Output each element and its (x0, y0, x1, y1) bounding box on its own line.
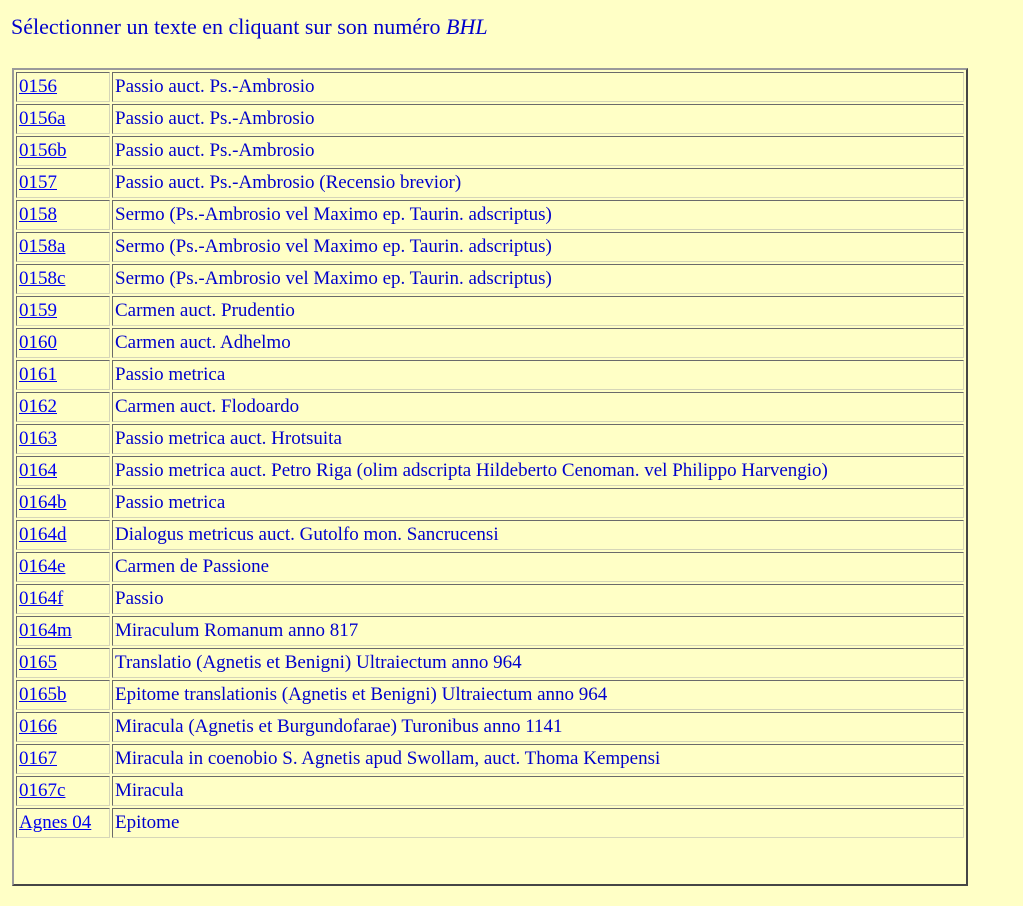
text-description-cell: Passio metrica (112, 488, 964, 518)
heading-emphasis: BHL (446, 14, 488, 39)
table-row (16, 552, 964, 582)
text-description-cell: Passio metrica (112, 360, 964, 390)
text-description-cell: Passio auct. Ps.-Ambrosio (112, 72, 964, 102)
text-description-cell: Dialogus metricus auct. Gutolfo mon. Sancrucensi (112, 520, 964, 550)
bhl-number-link[interactable]: 0158c (19, 268, 66, 289)
table-row (16, 680, 964, 710)
bhl-number-link[interactable]: 0163 (19, 428, 57, 449)
bhl-number-link[interactable]: 0165b (19, 684, 67, 705)
table-row (16, 488, 964, 518)
bhl-number-link[interactable]: 0158 (19, 204, 57, 225)
bhl-table-body (16, 72, 964, 838)
bhl-number-link[interactable]: Agnes 04 (19, 812, 92, 833)
table-row (16, 296, 964, 326)
bhl-number-cell (16, 424, 110, 454)
table-row (16, 392, 964, 422)
bhl-number-cell (16, 808, 110, 838)
text-description-cell: Passio auct. Ps.-Ambrosio (112, 136, 964, 166)
text-description-cell: Carmen de Passione (112, 552, 964, 582)
table-row (16, 72, 964, 102)
bhl-table (14, 70, 966, 840)
table-row (16, 424, 964, 454)
text-description-cell: Epitome translationis (Agnetis et Benigni) Ultraiectum anno 964 (112, 680, 964, 710)
text-description-cell: Carmen auct. Flodoardo (112, 392, 964, 422)
bhl-number-cell (16, 616, 110, 646)
table-row (16, 776, 964, 806)
bhl-number-link[interactable]: 0164b (19, 492, 67, 513)
text-description-cell: Carmen auct. Prudentio (112, 296, 964, 326)
bhl-number-cell (16, 776, 110, 806)
text-description-cell: Passio auct. Ps.-Ambrosio (112, 104, 964, 134)
text-description-cell: Passio auct. Ps.-Ambrosio (Recensio brevior) (112, 168, 964, 198)
bhl-number-link[interactable]: 0157 (19, 172, 57, 193)
table-row (16, 520, 964, 550)
bhl-number-cell (16, 744, 110, 774)
bhl-number-cell (16, 392, 110, 422)
table-row (16, 648, 964, 678)
table-row (16, 328, 964, 358)
bhl-number-link[interactable]: 0162 (19, 396, 57, 417)
text-description-cell: Miracula (Agnetis et Burgundofarae) Turonibus anno 1141 (112, 712, 964, 742)
table-row (16, 136, 964, 166)
bhl-number-cell (16, 168, 110, 198)
table-row (16, 808, 964, 838)
bhl-number-cell (16, 296, 110, 326)
text-description-cell: Passio (112, 584, 964, 614)
bhl-number-link[interactable]: 0164 (19, 460, 57, 481)
bhl-number-link[interactable]: 0165 (19, 652, 57, 673)
text-description-cell: Sermo (Ps.-Ambrosio vel Maximo ep. Taurin. adscriptus) (112, 264, 964, 294)
bhl-number-cell (16, 200, 110, 230)
bhl-number-cell (16, 232, 110, 262)
bhl-number-cell (16, 520, 110, 550)
bhl-number-cell (16, 552, 110, 582)
table-row (16, 616, 964, 646)
bhl-number-link[interactable]: 0160 (19, 332, 57, 353)
page-heading (11, 12, 488, 42)
bhl-number-cell (16, 456, 110, 486)
bhl-number-cell (16, 584, 110, 614)
table-row (16, 360, 964, 390)
table-row (16, 232, 964, 262)
bhl-number-cell (16, 712, 110, 742)
bhl-number-cell (16, 648, 110, 678)
bhl-number-link[interactable]: 0164e (19, 556, 66, 577)
table-row (16, 200, 964, 230)
bhl-number-link[interactable]: 0167c (19, 780, 66, 801)
table-row (16, 456, 964, 486)
text-description-cell: Miracula in coenobio S. Agnetis apud Swollam, auct. Thoma Kempensi (112, 744, 964, 774)
table-row (16, 584, 964, 614)
table-row (16, 744, 964, 774)
bhl-number-cell (16, 72, 110, 102)
text-description-cell: Carmen auct. Adhelmo (112, 328, 964, 358)
bhl-number-cell (16, 488, 110, 518)
bhl-number-cell (16, 360, 110, 390)
text-description-cell: Miracula (112, 776, 964, 806)
heading-text: Sélectionner un texte en cliquant sur son numéro (11, 14, 446, 39)
bhl-number-link[interactable]: 0164m (19, 620, 72, 641)
text-description-cell: Passio metrica auct. Petro Riga (olim adscripta Hildeberto Cenoman. vel Philippo Harvengio) (112, 456, 964, 486)
text-description-cell: Sermo (Ps.-Ambrosio vel Maximo ep. Taurin. adscriptus) (112, 232, 964, 262)
bhl-number-link[interactable]: 0167 (19, 748, 57, 769)
text-description-cell: Epitome (112, 808, 964, 838)
bhl-table-container (12, 68, 968, 886)
text-description-cell: Miraculum Romanum anno 817 (112, 616, 964, 646)
bhl-number-link[interactable]: 0156b (19, 140, 67, 161)
bhl-number-cell (16, 136, 110, 166)
table-row (16, 168, 964, 198)
bhl-number-cell (16, 680, 110, 710)
bhl-number-link[interactable]: 0161 (19, 364, 57, 385)
bhl-number-link[interactable]: 0164f (19, 588, 64, 609)
bhl-number-cell (16, 104, 110, 134)
text-description-cell: Passio metrica auct. Hrotsuita (112, 424, 964, 454)
table-row (16, 264, 964, 294)
bhl-number-link[interactable]: 0156 (19, 76, 57, 97)
text-description-cell: Sermo (Ps.-Ambrosio vel Maximo ep. Taurin. adscriptus) (112, 200, 964, 230)
bhl-number-link[interactable]: 0156a (19, 108, 66, 129)
bhl-number-cell (16, 328, 110, 358)
text-description-cell: Translatio (Agnetis et Benigni) Ultraiectum anno 964 (112, 648, 964, 678)
bhl-number-cell (16, 264, 110, 294)
bhl-number-link[interactable]: 0166 (19, 716, 57, 737)
table-row (16, 712, 964, 742)
table-row (16, 104, 964, 134)
bhl-number-link[interactable]: 0158a (19, 236, 66, 257)
bhl-number-link[interactable]: 0164d (19, 524, 67, 545)
bhl-number-link[interactable]: 0159 (19, 300, 57, 321)
